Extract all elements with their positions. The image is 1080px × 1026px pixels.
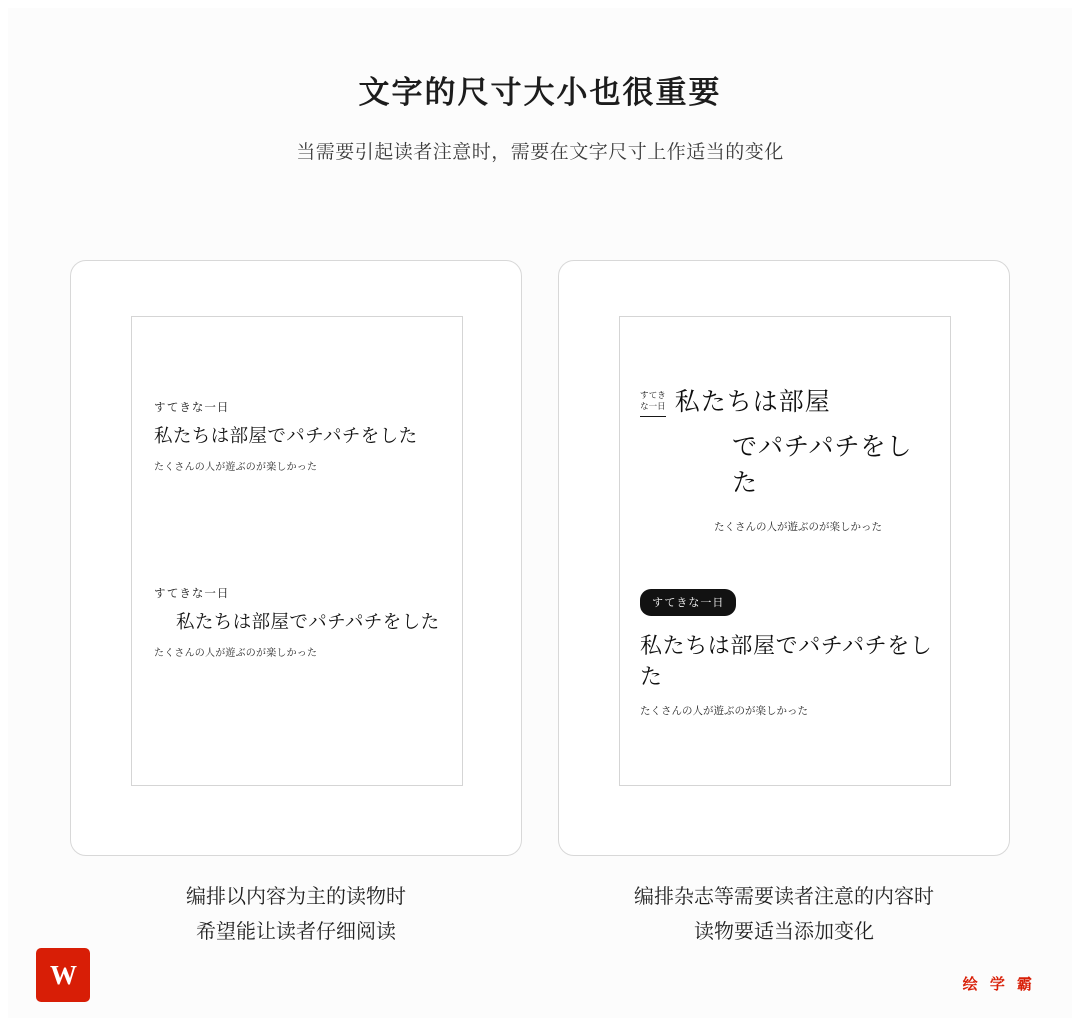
captions-row (8, 880, 1072, 950)
right-bottom-pill-label: すてきな一日 (640, 589, 736, 616)
right-sample-sheet (619, 316, 951, 786)
left-sample-top (154, 399, 444, 473)
left-caption-line2: 希望能让读者仔细阅读 (196, 921, 396, 943)
brand-logo-icon (36, 948, 90, 1002)
left-bottom-caption: たくさんの人が遊ぶのが楽しかった (154, 648, 318, 659)
panels-row (8, 260, 1072, 856)
right-panel-caption (558, 880, 1010, 950)
left-example-panel (70, 260, 522, 856)
left-caption-line1: 编排以内容为主的读物时 (186, 886, 406, 908)
right-caption-line1: 编排杂志等需要读者注意的内容时 (634, 886, 934, 908)
right-top-ruby-line1: すてき (640, 390, 666, 401)
right-example-panel (558, 260, 1010, 856)
right-top-caption: たくさんの人が遊ぶのが楽しかった (714, 521, 882, 533)
slide-page (8, 8, 1072, 1018)
left-top-caption: たくさんの人が遊ぶのが楽しかった (154, 462, 318, 473)
right-top-ruby-line2: な一日 (640, 400, 666, 411)
right-top-headline-line2: でパチパチをした (732, 433, 913, 497)
header (8, 8, 1072, 164)
right-top-ruby (640, 390, 666, 416)
left-top-kicker: すてきな一日 (154, 402, 230, 414)
left-bottom-headline: 私たちは部屋でパチパチをした (176, 613, 440, 633)
left-top-headline: 私たちは部屋でパチパチをした (154, 427, 418, 447)
right-caption-line2: 读物要适当添加变化 (694, 921, 874, 943)
watermark-text: 绘 学 霸 (962, 976, 1036, 993)
right-bottom-headline: 私たちは部屋でパチパチをした (640, 633, 933, 689)
left-sample-sheet (131, 316, 463, 786)
right-bottom-caption: たくさんの人が遊ぶのが楽しかった (640, 706, 808, 717)
right-sample-top (640, 389, 934, 534)
page-title: 文字的尺寸大小也很重要 (358, 75, 722, 110)
brand-logo-letter: W (50, 959, 76, 990)
left-bottom-kicker: すてきな一日 (154, 588, 230, 600)
page-subtitle: 当需要引起读者注意时，需要在文字尺寸上作适当的变化 (296, 142, 784, 164)
right-top-headline-line1: 私たちは部屋 (674, 389, 831, 416)
left-panel-caption (70, 880, 522, 950)
right-top-headline-row (640, 389, 934, 417)
left-sample-bottom (154, 585, 444, 659)
right-sample-bottom (640, 589, 934, 718)
